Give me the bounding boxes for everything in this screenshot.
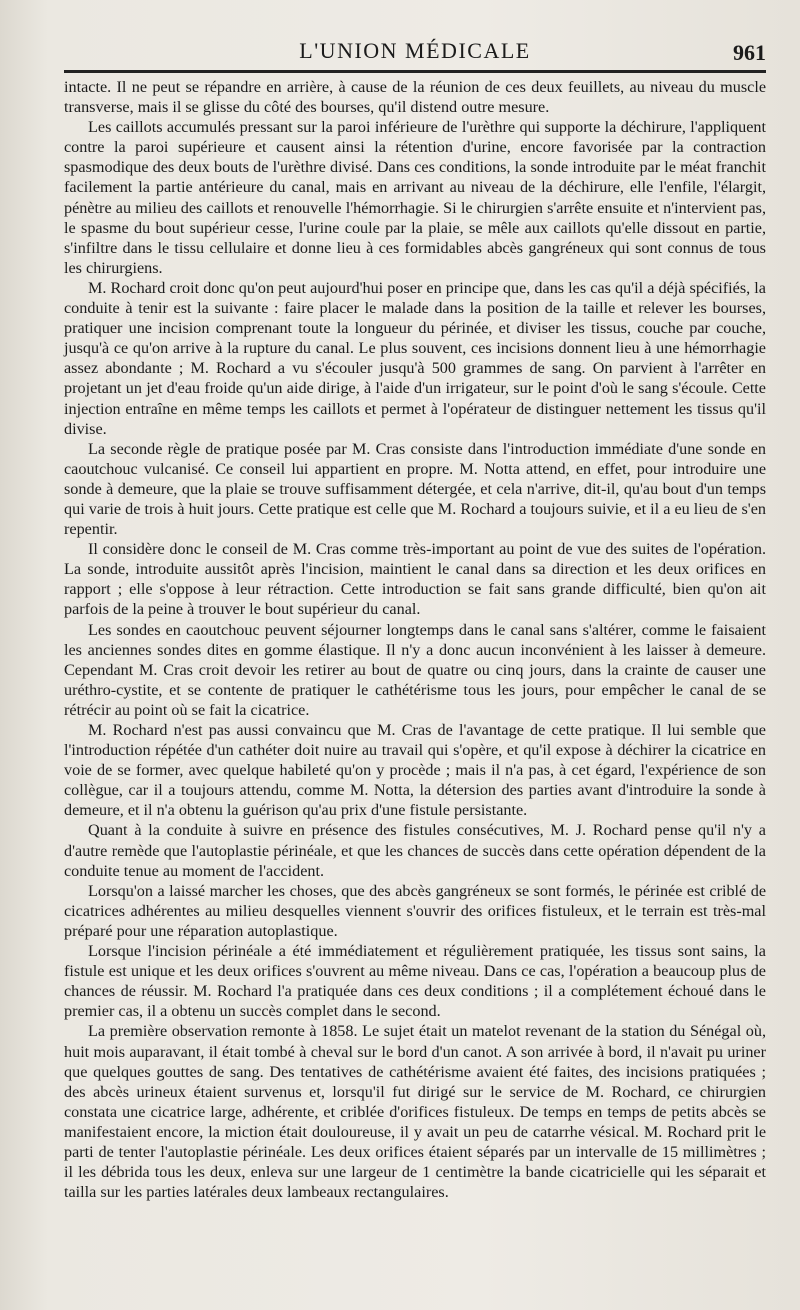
page-header [64, 30, 766, 68]
paragraph: La seconde règle de pratique posée par M. Cras consiste dans l'introduction immédiate d'une sonde en caoutchouc vulcanisé. Ce conseil lui appartient en propre. M. Notta attend, en effet, pour introduire une sonde à demeure, que la plaie se trouve suffisamment détergée, et cela n'arrive, dit-il, qu'au bout d'un temps qui varie de trois à huit jours. Cette pratique est celle que M. Rochard a toujours suivie, et il a eu lieu de s'en repentir. [64, 439, 766, 539]
paragraph: Lorsque l'incision périnéale a été immédiatement et régulièrement pratiquée, les tissus sont sains, la fistule est unique et les deux orifices s'ouvrent au même niveau. Dans ce cas, l'opération a beaucoup plus de chances de réussir. M. Rochard l'a pratiquée dans ces deux conditions ; il a complétement échoué dans le premier cas, il a obtenu un succès complet dans le second. [64, 942, 766, 1021]
paragraph: M. Rochard n'est pas aussi convaincu que M. Cras de l'avantage de cette pratique. Il lui semble que l'introduction répétée d'un cathéter doit nuire au travail qui s'opère, et qu'il expose à déchirer la cicatrice en voie de se former, avec quelque habileté qu'on y procède ; mais il n'a pas, à cet égard, l'expérience de son collègue, car il a toujours attendu, comme M. Notta, la détersion des parties avant d'introduire la sonde à demeure, et il n'a obtenu la guérison qu'au prix d'une fistule persistante. [64, 721, 766, 820]
paragraph: Les sondes en caoutchouc peuvent séjourner longtemps dans le canal sans s'altérer, comme le faisaient les anciennes sondes dites en gomme élastique. Il n'y a donc aucun inconvénient à les laisser à demeure. Cependant M. Cras croit devoir les retirer au bout de quatre ou cinq jours, dans la crainte de causer une uréthro-cystite, et se contente de pratiquer le cathétérisme tous les jours, pour empêcher le canal de se rétrécir au point où se fait la cicatrice. [64, 620, 766, 719]
paragraph: M. Rochard croit donc qu'on peut aujourd'hui poser en principe que, dans les cas qu'il a déjà spécifiés, la conduite à tenir est la suivante : faire placer le malade dans la position de la taille et relever les bourses, pratiquer une incision comprenant toute la longueur du périnée, et diviser les tissus, couche par couche, jusqu'à ce qu'on arrive à la rupture du canal. Le plus souvent, ces incisions donnent lieu à une hémorrhagie assez abondante ; M. Rochard a vu s'écouler jusqu'à 500 grammes de sang. On parvient à l'arrêter en projetant un jet d'eau froide qu'un aide dirige, à l'aide d'un irrigateur, sur le point d'où le sang s'écoule. Cette injection entraîne en même temps les caillots et permet à l'opérateur de distinguer nettement les tissus qu'il divise. [64, 278, 766, 438]
paragraph: intacte. Il ne peut se répandre en arrière, à cause de la réunion de ces deux feuillets, au niveau du muscle transverse, mais il se glisse du côté des bourses, qu'il distend outre mesure. [64, 78, 766, 117]
running-title: L'UNION MÉDICALE [299, 38, 531, 63]
paragraph: Il considère donc le conseil de M. Cras comme très-important au point de vue des suites de l'opération. La sonde, introduite aussitôt après l'incision, maintient le canal dans sa direction et les deux orifices en rapport ; elle s'oppose à leur rétraction. Cette introduction se fait sans grande difficulté, bien qu'on ait parfois de la peine à trouver le bout supérieur du canal. [64, 540, 766, 619]
paragraph: Quant à la conduite à suivre en présence des fistules consécutives, M. J. Rochard pense qu'il n'y a d'autre remède que l'autoplastie périnéale, et que les chances de succès dans cette opération dépendent de la conduite tenue au moment de l'accident. [64, 821, 766, 880]
paragraph: Les caillots accumulés pressant sur la paroi inférieure de l'urèthre qui supporte la déchirure, l'appliquent contre la paroi supérieure et causent ainsi la rétention d'urine, encore favorisée par la contraction spasmodique des deux bouts de l'urèthre divisé. Dans ces conditions, la sonde introduite par le méat franchit facilement la partie antérieure du canal, mais en arrivant au niveau de la déchirure, elle l'enfile, l'élargit, pénètre au milieu des caillots et renouvelle l'hémorrhagie. Si le chirurgien s'arrête ensuite et n'intervient pas, le spasme du bout supérieur cesse, l'urine coule par la plaie, se mêle aux caillots qu'elle dissout en partie, s'infiltre dans le tissu cellulaire et donne lieu à ces formidables abcès gangréneux qui sont connus de tous les chirurgiens. [64, 118, 766, 277]
header-rule [64, 70, 766, 73]
paragraph: La première observation remonte à 1858. Le sujet était un matelot revenant de la station du Sénégal où, huit mois auparavant, il était tombé à cheval sur le bord d'un canot. A son arrivée à bord, il n'avait pu uriner que quelques gouttes de sang. Des tentatives de cathétérisme avaient été faites, des incisions pratiquées ; des abcès urineux étaient survenus et, lorsqu'il fut dirigé sur le service de M. Rochard, ce chirurgien constata une cicatrice large, adhérente, et criblée d'orifices fistuleux. De temps en temps de petits abcès se manifestaient encore, la miction était douloureuse, il y avait un peu de catarrhe vésical. M. Rochard prit le parti de tenter l'autoplastie périnéale. Les deux orifices étaient séparés par un intervalle de 15 millimètres ; il les débrida tous les deux, enleva sur une largeur de 1 centimètre la bande cicatricielle qui les séparait et tailla sur les parties latérales deux lambeaux rectangulaires. [64, 1022, 766, 1202]
page-number: 961 [733, 40, 766, 65]
body-text [64, 77, 766, 1202]
paragraph: Lorsqu'on a laissé marcher les choses, que des abcès gangréneux se sont formés, le périnée est criblé de cicatrices adhérentes au milieu desquelles viennent s'ouvrir des orifices fistuleux, et le terrain est très-mal préparé pour une réparation autoplastique. [64, 881, 766, 940]
